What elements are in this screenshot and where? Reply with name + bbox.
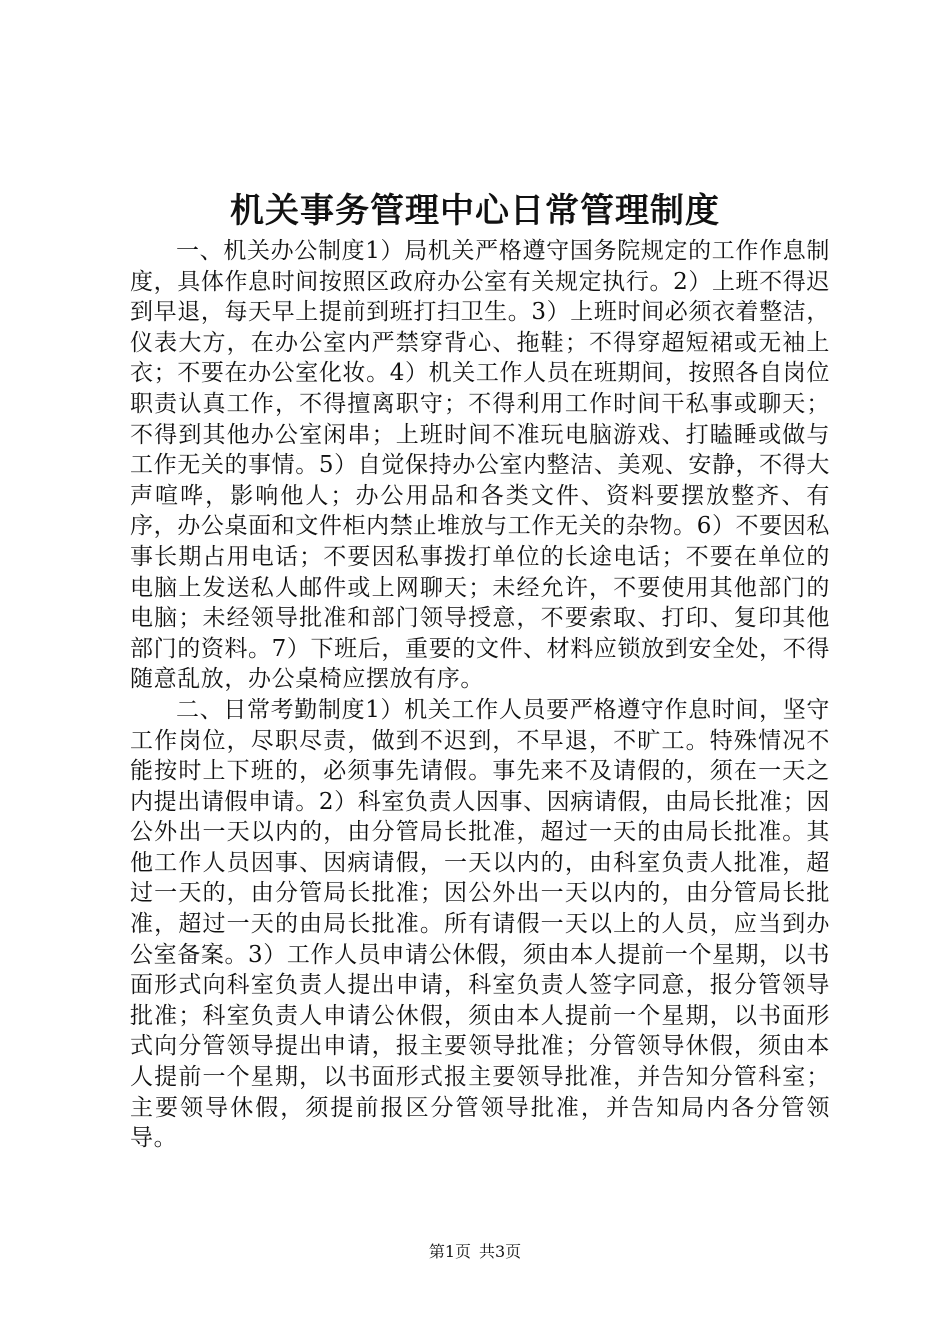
page-footer — [0, 1240, 950, 1264]
page-total: 共3页 — [479, 1242, 522, 1261]
document-body — [130, 236, 830, 1154]
document-title: 机关事务管理中心日常管理制度 — [230, 191, 720, 231]
page-number: 第1页 — [428, 1242, 471, 1261]
paragraph-attendance-rules: 二、日常考勤制度1）机关工作人员要严格遵守作息时间，坚守工作岗位，尽职尽责，做到不迟到，不早退，不旷工。特殊情况不能按时上下班的，必须事先请假。事先来不及请假的，须在一天之内提出请假申请。2）科室负责人因事、因病请假，由局长批准；因公外出一天以内的，由分管局长批准，超过一天的由局长批准。其他工作人员因事、因病请假，一天以内的，由科室负责人批准，超过一天的，由分管局长批准；因公外出一天以内的，由分管局长批准，超过一天的由局长批准。所有请假一天以上的人员，应当到办公室备案。3）工作人员申请公休假，须由本人提前一个星期，以书面形式向科室负责人提出申请，科室负责人签字同意，报分管领导批准；科室负责人申请公休假，须由本人提前一个星期，以书面形式向分管领导提出申请，报主要领导批准；分管领导休假，须由本人提前一个星期，以书面形式报主要领导批准，并告知分管科室；主要领导休假，须提前报区分管领导批准，并告知局内各分管领导。 — [130, 696, 830, 1152]
paragraph-office-rules: 一、机关办公制度1）局机关严格遵守国务院规定的工作作息制度，具体作息时间按照区政府办公室有关规定执行。2）上班不得迟到早退，每天早上提前到班打扫卫生。3）上班时间必须衣着整洁，仪表大方，在办公室内严禁穿背心、拖鞋；不得穿超短裙或无袖上衣；不要在办公室化妆。4）机关工作人员在班期间，按照各自岗位职责认真工作，不得擅离职守；不得利用工作时间干私事或聊天；不得到其他办公室闲串；上班时间不准玩电脑游戏、打瞌睡或做与工作无关的事情。5）自觉保持办公室内整洁、美观、安静，不得大声喧哗，影响他人；办公用品和各类文件、资料要摆放整齐、有序，办公桌面和文件柜内禁止堆放与工作无关的杂物。6）不要因私事长期占用电话；不要因私事拨打单位的长途电话；不要在单位的电脑上发送私人邮件或上网聊天；未经允许，不要使用其他部门的电脑；未经领导批准和部门领导授意，不要索取、打印、复印其他部门的资料。7）下班后，重要的文件、材料应锁放到安全处，不得随意乱放，办公桌椅应摆放有序。 — [130, 238, 830, 693]
